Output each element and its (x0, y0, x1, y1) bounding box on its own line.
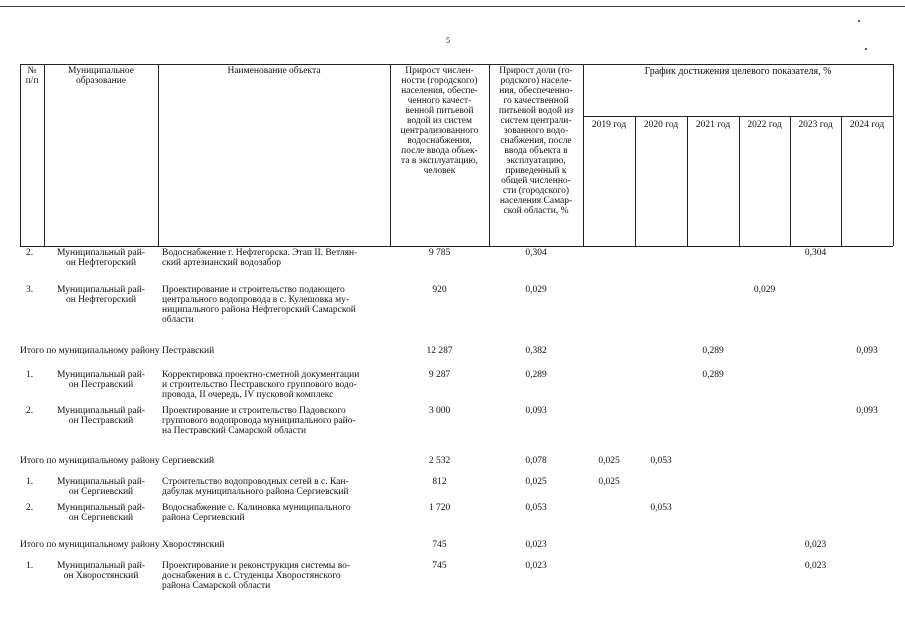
header-schedule: График достижения целевого показателя, % (644, 66, 832, 77)
row-value-y2024: 0,093 (856, 346, 878, 356)
row-value-y2020: 0,053 (650, 503, 672, 513)
header-object: Наименование объекта (227, 66, 321, 76)
page-number: 5 (446, 36, 450, 45)
row-growth-share: 0,023 (525, 561, 547, 571)
row-number: 1. (26, 370, 34, 380)
row-value-y2022: 0,029 (753, 285, 776, 295)
header-year-2022: 2022 год (747, 120, 782, 130)
row-growth-people: 9 785 (428, 248, 451, 258)
row-growth-people: 920 (432, 285, 447, 295)
row-growth-share: 0,093 (525, 406, 547, 416)
year-column-divider (687, 116, 688, 246)
row-growth-people: 3 000 (428, 406, 451, 416)
header-column-divider (20, 64, 21, 246)
row-value-y2019: 0,025 (598, 477, 620, 487)
top-border-line (0, 6, 905, 7)
row-growth-share: 0,023 (525, 540, 547, 550)
row-growth-share: 0,289 (525, 370, 547, 380)
row-growth-people: 1 720 (428, 503, 451, 513)
row-growth-share: 0,078 (525, 456, 547, 466)
header-growth-share: Прирост доли (го- родского) населе- ния, обеспеченно- го качественной питьевой водой из систем централи- зованного водо- снабжения, после ввода объекта в эксплуатацию, приведенный к общей численно- сти (городского) населения Самар- ской области, % (498, 66, 574, 216)
row-municipality: Муниципальный рай- он Сергиевский (57, 503, 145, 523)
row-municipality: Муниципальный рай- он Хворостянский (57, 561, 145, 581)
row-growth-share: 0,304 (525, 248, 547, 258)
header-growth-people: Прирост числен- ности (городского) населения, обеспе- ченного качест- венной питьевой водой из систем централизованного водоснабжения, после ввода объек- та в эксплуатацию, человек (400, 66, 479, 176)
header-num: № п/п (25, 66, 39, 86)
row-growth-share: 0,025 (525, 477, 547, 487)
row-growth-people: 2 532 (428, 456, 451, 466)
row-number: 2. (26, 503, 34, 513)
row-municipality: Муниципальный рай- он Нефтегорский (57, 248, 145, 268)
total-label: Итого по муниципальному району Сергиевский (20, 456, 215, 466)
row-growth-people: 9 287 (428, 370, 451, 380)
year-column-divider (841, 116, 842, 246)
row-growth-share: 0,053 (525, 503, 547, 513)
year-column-divider (635, 116, 636, 246)
header-column-divider (583, 64, 584, 246)
scan-speck (865, 48, 867, 50)
row-growth-share: 0,382 (525, 346, 547, 356)
row-growth-share: 0,029 (525, 285, 547, 295)
row-value-y2023: 0,023 (804, 540, 827, 550)
header-year-2019: 2019 год (591, 120, 627, 130)
header-year-2021: 2021 год (695, 120, 731, 130)
header-bottom-border (20, 246, 893, 247)
row-growth-people: 12 287 (426, 346, 453, 356)
row-value-y2021: 0,289 (702, 370, 724, 380)
header-column-divider (158, 64, 159, 246)
row-value-y2023: 0,304 (804, 248, 827, 258)
row-municipality: Муниципальный рай- он Пестравский (57, 406, 145, 426)
row-value-y2019: 0,025 (598, 456, 620, 466)
row-number: 1. (26, 561, 34, 571)
row-municipality: Муниципальный рай- он Пестравский (57, 370, 145, 390)
row-number: 2. (26, 406, 34, 416)
row-growth-people: 745 (432, 561, 447, 571)
row-municipality: Муниципальный рай- он Сергиевский (57, 477, 145, 497)
row-object-name: Проектирование и строительство Падовского группового водопровода муниципального райо- на Пестравский Самарской области (162, 406, 356, 436)
row-value-y2024: 0,093 (856, 406, 878, 416)
header-column-divider (44, 64, 45, 246)
year-subheader-border (583, 116, 893, 117)
row-object-name: Строительство водопроводных сетей в с. Кан- дабулак муниципального района Сергиевский (162, 477, 349, 497)
header-top-border (20, 64, 893, 65)
row-growth-people: 812 (432, 477, 447, 487)
row-object-name: Проектирование и реконструкция системы во- доснабжения в с. Студенцы Хворостянского района Самарской области (162, 561, 351, 591)
row-number: 1. (26, 477, 34, 487)
total-label: Итого по муниципальному району Пестравский (20, 346, 215, 356)
row-value-y2020: 0,053 (650, 456, 672, 466)
header-municipality: Муниципальное образование (68, 66, 134, 86)
header-year-2020: 2020 год (643, 120, 679, 130)
row-number: 2. (26, 248, 34, 258)
year-column-divider (739, 116, 740, 246)
row-object-name: Корректировка проектно-сметной документации и строительство Пестравского группового водо- провода, II очередь, IV пусковой комплекс (162, 370, 360, 400)
row-object-name: Водоснабжение г. Нефтегорска. Этап II. Ветлян- ский артезианский водозабор (162, 248, 358, 268)
row-object-name: Водоснабжение с. Калиновка муниципального района Сергиевский (162, 503, 351, 523)
total-label: Итого по муниципальному району Хворостянский (20, 540, 225, 550)
row-growth-people: 745 (432, 540, 447, 550)
row-object-name: Проектирование и строительство подающего центрального водопровода в с. Кулешовка му- ниципального района Нефтегорский Самарской области (162, 285, 356, 325)
scan-speck (858, 20, 860, 22)
header-column-divider (893, 64, 894, 246)
row-number: 3. (26, 285, 34, 295)
header-year-2023: 2023 год (798, 120, 833, 130)
row-value-y2023: 0,023 (804, 561, 827, 571)
row-value-y2021: 0,289 (702, 346, 724, 356)
year-column-divider (790, 116, 791, 246)
header-year-2024: 2024 год (849, 120, 885, 130)
row-municipality: Муниципальный рай- он Нефтегорский (57, 285, 145, 305)
